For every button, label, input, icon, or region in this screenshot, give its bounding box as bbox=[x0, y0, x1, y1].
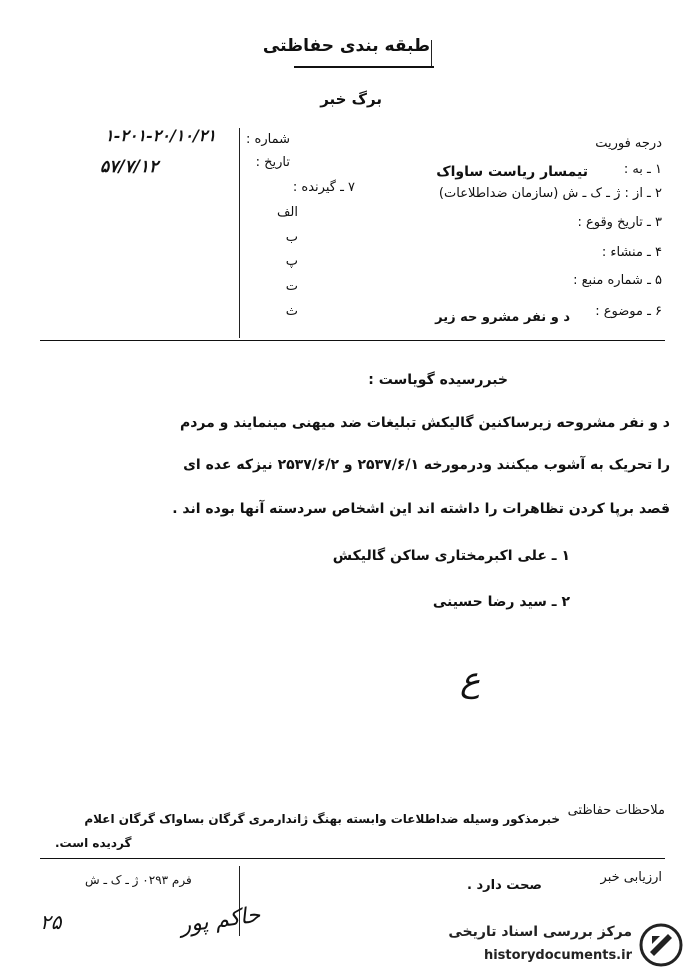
body-line-3: قصد برپا کردن تظاهرات را داشته اند این اشخاص سردسته آنها بوده اند . bbox=[172, 501, 670, 517]
to-value: تیمسار ریاست ساواک bbox=[436, 164, 588, 180]
urgency-label: درجه فوریت bbox=[595, 136, 662, 151]
handwritten-mark: ع bbox=[460, 660, 481, 700]
recipient-s: ث bbox=[285, 304, 298, 319]
person-1: ۱ ـ علی اکبرمختاری ساکن گالیکش bbox=[332, 548, 570, 564]
watermark-name: مرکز بررسی اسناد تاریخی bbox=[448, 924, 632, 940]
classification-bracket bbox=[431, 40, 432, 66]
watermark-logo-icon bbox=[638, 922, 684, 968]
subject-value: د و نفر مشرو حه زیر bbox=[435, 310, 570, 325]
classification-underline bbox=[294, 66, 434, 68]
subject-label: ۶ ـ موضوع : bbox=[595, 304, 662, 319]
signature-right: حاکم پور bbox=[178, 902, 262, 939]
remarks-separator bbox=[40, 858, 665, 859]
watermark-url: historydocuments.ir bbox=[483, 948, 632, 963]
header-separator bbox=[40, 340, 665, 341]
evaluation-value: صحت دارد . bbox=[467, 878, 542, 893]
recipients-label: ۷ ـ گیرنده : bbox=[292, 180, 355, 195]
number-label: شماره : bbox=[246, 132, 290, 147]
origin-label: ۴ ـ منشاء : bbox=[601, 245, 662, 260]
body-line-2: را تحریک به آشوب میکنند ودرمورخه ۲۵۳۷/۶/۱ و ۲۵۳۷/۶/۲ نیزکه عده ای bbox=[183, 457, 670, 473]
classification-title: طبقه بندی حفاظتی bbox=[262, 36, 430, 56]
remarks-label: ملاحظات حفاظتی bbox=[567, 803, 665, 818]
recipient-p: پ bbox=[285, 254, 298, 269]
recipient-a: الف bbox=[276, 205, 298, 220]
signature-left: ۲۵ bbox=[40, 910, 62, 934]
event-date-label: ۳ ـ تاریخ وقوع : bbox=[577, 215, 662, 230]
date-value: ۵۷/۷/۱۲ bbox=[100, 157, 159, 177]
source-number-label: ۵ ـ شماره منبع : bbox=[573, 273, 662, 288]
recipient-t: ت bbox=[285, 279, 298, 294]
number-value: ۱-۲۰۱-۲۰/۱۰/۲۱ bbox=[105, 126, 216, 145]
remarks-line-1: خبرمذکور وسیله ضداطلاعات وابسته بهنگ ژاندارمری گرگان بساواک گرگان اعلام bbox=[84, 812, 560, 826]
to-label: ۱ ـ به : bbox=[623, 162, 662, 177]
form-number: فرم ۰۲۹۳ ژ ـ ک ـ ش bbox=[85, 873, 192, 887]
meta-divider bbox=[239, 128, 240, 338]
date-label: تاریخ : bbox=[255, 155, 290, 170]
person-2: ۲ ـ سید رضا حسینی bbox=[432, 594, 570, 610]
watermark bbox=[410, 918, 690, 976]
body-line-1: د و نفر مشروحه زیرساکنین گالیکش تبلیغات ضد میهنی مینمایند و مردم bbox=[179, 415, 670, 431]
recipient-b: ب bbox=[285, 230, 298, 245]
form-title: برگ خبر bbox=[320, 90, 382, 108]
from-label: ۲ ـ از : ژ ـ ک ـ ش (سازمان ضداطلاعات) bbox=[438, 186, 662, 201]
remarks-line-2: گردیده است. bbox=[55, 836, 132, 850]
evaluation-label: ارزیابی خبر bbox=[600, 870, 662, 885]
body-salutation: خبررسیده گویاست : bbox=[368, 372, 508, 388]
